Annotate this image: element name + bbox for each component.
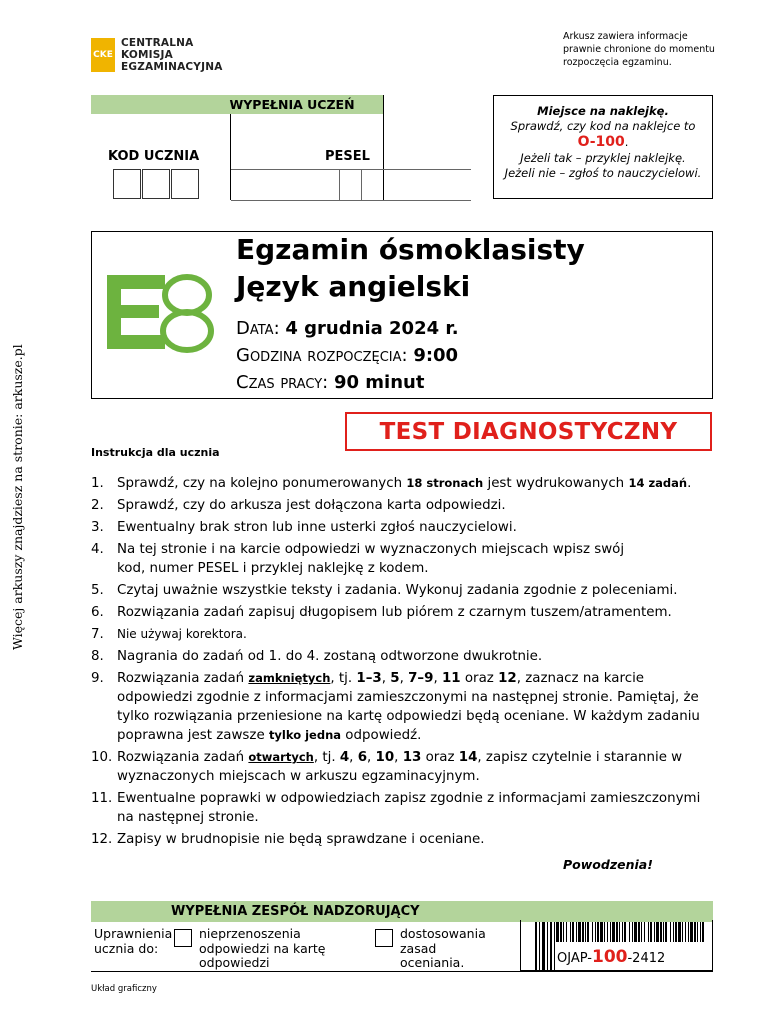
barcode-stripe	[622, 922, 623, 942]
task-number: 6	[357, 750, 368, 765]
barcode-stripe	[670, 922, 671, 942]
instruction-text: ,	[367, 750, 376, 765]
task-number: 1–3	[356, 671, 382, 686]
instruction-text: ,	[394, 750, 403, 765]
sticker-area	[493, 95, 713, 199]
student-rights-label: Uprawnienia ucznia do:	[94, 926, 173, 956]
exam-duration-value: 90 minut	[333, 372, 425, 393]
instruction-number: 12.	[91, 832, 113, 847]
barcode-stripe	[595, 922, 596, 942]
instruction-text: odpowiedź.	[341, 728, 422, 743]
instruction-text: oraz	[421, 750, 459, 765]
instruction-text: oraz	[460, 671, 499, 686]
cke-logo-line-3: EGZAMINACYJNA	[121, 61, 223, 73]
divider	[230, 114, 231, 200]
task-number: 5	[390, 671, 400, 686]
barcode-stripe	[619, 922, 620, 942]
side-website-note: Więcej arkuszy znajdziesz na stronie: arkusze.pl	[10, 344, 25, 650]
barcode-stripe	[576, 922, 577, 942]
barcode-stripe	[587, 922, 589, 942]
barcode-stripe	[570, 922, 571, 942]
barcode-stripe	[624, 922, 626, 942]
barcode-stripe	[702, 922, 704, 942]
exam-start-row	[236, 345, 458, 366]
barcode-stripe	[700, 922, 701, 942]
adjusted-grading-label: dostosowania zasad oceniania.	[400, 926, 486, 970]
instruction-number: 7.	[91, 627, 104, 642]
barcode-stripe	[572, 922, 574, 942]
barcode-stripe	[592, 922, 593, 942]
e8-logo-graphic	[105, 273, 217, 353]
instruction-text: ,	[349, 750, 358, 765]
instruction-text: Ewentualne poprawki w odpowiedziach zapisz zgodnie z informacjami zamieszczonymi na następnej stronie.	[117, 791, 701, 825]
e8-logo	[105, 273, 217, 353]
exam-title: Egzamin ósmoklasisty	[236, 233, 585, 266]
instruction-item	[91, 830, 721, 849]
instructions-title: Instrukcja dla ucznia	[91, 446, 220, 459]
sticker-title: Miejsce na naklejkę.	[537, 104, 669, 118]
exam-duration-row	[236, 372, 424, 393]
barcode-stripe	[600, 922, 603, 942]
instruction-number: 5.	[91, 583, 104, 598]
task-number: 13	[402, 750, 422, 765]
barcode-stripe	[663, 922, 664, 942]
barcode-stripe	[665, 922, 667, 942]
instruction-text: .	[687, 476, 692, 491]
barcode-stripe	[654, 922, 655, 942]
task-number: 4	[339, 750, 350, 765]
instruction-item	[91, 603, 721, 622]
barcode-stripe	[638, 922, 640, 942]
barcode-stripe	[629, 922, 630, 942]
barcode-stripe	[697, 922, 698, 942]
task-number: 12	[498, 671, 517, 686]
barcode-stripe	[675, 922, 677, 942]
instruction-number: 3.	[91, 520, 104, 535]
instruction-text: Ewentualny brak stron lub inne usterki zgłoś nauczycielowi.	[117, 520, 517, 535]
exam-start-label: Godzina rozpoczęcia:	[236, 345, 408, 366]
instruction-text: Rozwiązania zadań	[117, 750, 249, 765]
instruction-text: Na tej stronie i na karcie odpowiedzi w wyznaczonych miejscach wpisz swój kod, numer PESEL i przyklej naklejkę z kodem.	[117, 542, 625, 576]
instruction-text: ,	[381, 671, 391, 686]
task-number: 14	[458, 750, 478, 765]
exam-date-value: 4 grudnia 2024 r.	[285, 318, 459, 339]
exam-date-row	[236, 318, 459, 339]
instruction-number: 10.	[91, 750, 113, 765]
non-transfer-label: nieprzenoszenia odpowiedzi na kartę odpowiedzi	[199, 926, 326, 970]
exam-code-number: 100	[591, 947, 628, 967]
barcode-stripe	[597, 922, 599, 942]
instruction-item	[91, 789, 721, 827]
instruction-item	[91, 581, 721, 600]
task-number: 10	[375, 750, 395, 765]
instruction-number: 11.	[91, 791, 113, 806]
good-luck-text: Powodzenia!	[563, 857, 653, 872]
instruction-text: Sprawdź, czy na kolejno ponumerowanych	[117, 476, 407, 491]
barcode-stripe	[616, 922, 618, 942]
barcode-stripe	[632, 922, 633, 942]
instruction-text: , zapisz czytelnie i starannie w wyznaczonych miejscach w arkuszu egzaminacyjnym.	[117, 750, 683, 784]
pesel-line	[231, 200, 471, 201]
instruction-emphasis: zamkniętych	[248, 671, 331, 685]
barcode-stripe	[648, 922, 649, 942]
barcode-side-graphic	[533, 922, 557, 972]
exam-date-label: Data:	[236, 318, 280, 339]
student-section-header	[91, 95, 383, 114]
barcode-stripe	[660, 922, 662, 942]
task-number: 7–9	[408, 671, 434, 686]
instruction-text: jest wydrukowanych	[483, 476, 629, 491]
instruction-text: Czytaj uważnie wszystkie teksty i zadania. Wykonuj zadania zgodnie z poleceniami.	[117, 583, 678, 598]
instruction-text: Nie używaj korektora.	[117, 627, 247, 641]
student-section-header-text: WYPEŁNIA UCZEŃ	[229, 97, 355, 112]
sticker-code: O-100	[577, 134, 625, 150]
instruction-text: , zaznacz na karcie odpowiedzi zgodnie z informacjami zamieszczonymi na następnej stronie. Pamiętaj, że tylko rozwiązania przeniesione na kartę odpowiedzi będą oceniane. W każdym zadaniu poprawna jest zawsze	[117, 671, 700, 743]
instruction-emphasis: 14 zadań	[628, 476, 688, 490]
instruction-number: 1.	[91, 476, 104, 491]
barcode-stripe	[685, 922, 686, 942]
barcode-stripe	[682, 922, 683, 942]
barcode-stripe	[690, 922, 693, 942]
barcode-stripe	[607, 922, 608, 942]
instruction-text: Zapisy w brudnopisie nie będą sprawdzane i oceniane.	[117, 832, 485, 847]
exam-code-prefix: OJAP-	[557, 951, 592, 966]
barcode-stripe	[578, 922, 581, 942]
barcode-stripe	[582, 922, 584, 942]
instruction-number: 2.	[91, 498, 104, 513]
sticker-yes-instruction: Jeżeli tak – przyklej naklejkę.	[520, 151, 686, 165]
instruction-text: , tj.	[313, 750, 340, 765]
exam-duration-label: Czas pracy:	[236, 372, 329, 393]
student-code-boxes	[113, 169, 199, 199]
student-code-label: KOD UCZNIA	[108, 149, 200, 164]
student-code-digit[interactable]	[113, 169, 141, 199]
cke-logo-text	[121, 37, 223, 73]
barcode-stripe	[560, 922, 562, 942]
barcode-stripe	[634, 922, 637, 942]
instruction-number: 6.	[91, 605, 104, 620]
instruction-number: 9.	[91, 671, 104, 686]
barcode-stripe	[656, 922, 659, 942]
legal-note: Arkusz zawiera informacje prawnie chronione do momentu rozpoczęcia egzaminu.	[563, 31, 715, 68]
task-number: 11	[441, 671, 461, 686]
instruction-item	[91, 474, 721, 493]
barcode-stripe	[566, 922, 567, 942]
barcode-stripe	[694, 922, 696, 942]
instruction-item	[91, 540, 721, 578]
sticker-code-suffix: .	[624, 135, 629, 149]
instruction-text: Rozwiązania zadań	[117, 671, 249, 686]
cke-logo-line-1: CENTRALNA	[121, 37, 194, 49]
instruction-text: Sprawdź, czy do arkusza jest dołączona karta odpowiedzi.	[117, 498, 506, 513]
cke-logo-line-2: KOMISJA	[121, 49, 173, 61]
instruction-number: 8.	[91, 649, 104, 664]
instructions-list	[91, 474, 721, 852]
instruction-emphasis: 18 stronach	[406, 476, 484, 490]
exam-code	[557, 947, 665, 967]
barcode-side-icon	[533, 922, 557, 976]
instruction-item	[91, 518, 721, 537]
instruction-emphasis: otwartych	[248, 750, 314, 764]
instruction-text: , tj.	[330, 671, 357, 686]
supervisor-section-header-text: WYPEŁNIA ZESPÓŁ NADZORUJĄCY	[171, 904, 420, 919]
instruction-item	[91, 669, 721, 745]
instruction-text: ,	[433, 671, 442, 686]
instruction-item	[91, 647, 721, 666]
student-code-digit[interactable]	[142, 169, 170, 199]
instruction-text: ,	[399, 671, 409, 686]
instruction-text: Nagrania do zadań od 1. do 4. zostaną odtworzone dwukrotnie.	[117, 649, 543, 664]
exam-subject: Język angielski	[236, 270, 471, 303]
barcode-stripe	[604, 922, 605, 942]
supervisor-section-header	[91, 901, 713, 922]
non-transfer-checkbox[interactable]	[174, 929, 192, 947]
barcode-stripe	[563, 922, 564, 942]
pesel-field[interactable]	[232, 170, 470, 199]
barcode-stripe	[650, 922, 652, 942]
diagnostic-test-badge	[345, 412, 712, 451]
sticker-no-instruction: Jeżeli nie – zgłoś to nauczycielowi.	[504, 166, 702, 180]
barcode-stripe	[678, 922, 681, 942]
barcode-stripe	[644, 922, 645, 942]
student-code-digit[interactable]	[171, 169, 199, 199]
instruction-item	[91, 496, 721, 515]
instruction-text: Rozwiązania zadań zapisuj długopisem lub piórem z czarnym tuszem/atramentem.	[117, 605, 672, 620]
barcode-stripe	[612, 922, 615, 942]
adjusted-grading-checkbox[interactable]	[375, 929, 393, 947]
barcode-stripe	[585, 922, 586, 942]
instruction-emphasis: tylko jedna	[268, 728, 342, 742]
barcode-stripe	[641, 922, 642, 942]
cke-logo-mark	[91, 38, 115, 72]
barcode-stripe	[610, 922, 611, 942]
cke-logo-mark-text: CKE	[93, 50, 113, 60]
barcode-stripe	[688, 922, 689, 942]
pesel-label: PESEL	[325, 149, 370, 164]
graphic-layout-note: Układ graficzny	[91, 984, 157, 994]
instruction-item	[91, 625, 721, 644]
exam-start-value: 9:00	[413, 345, 459, 366]
instruction-number: 4.	[91, 542, 104, 557]
instruction-item	[91, 748, 721, 786]
sticker-instruction: Sprawdź, czy kod na naklejce to	[510, 119, 696, 133]
barcode-stripe	[673, 922, 674, 942]
exam-code-suffix: -2412	[627, 951, 666, 966]
diagnostic-test-badge-text: TEST DIAGNOSTYCZNY	[379, 418, 678, 445]
